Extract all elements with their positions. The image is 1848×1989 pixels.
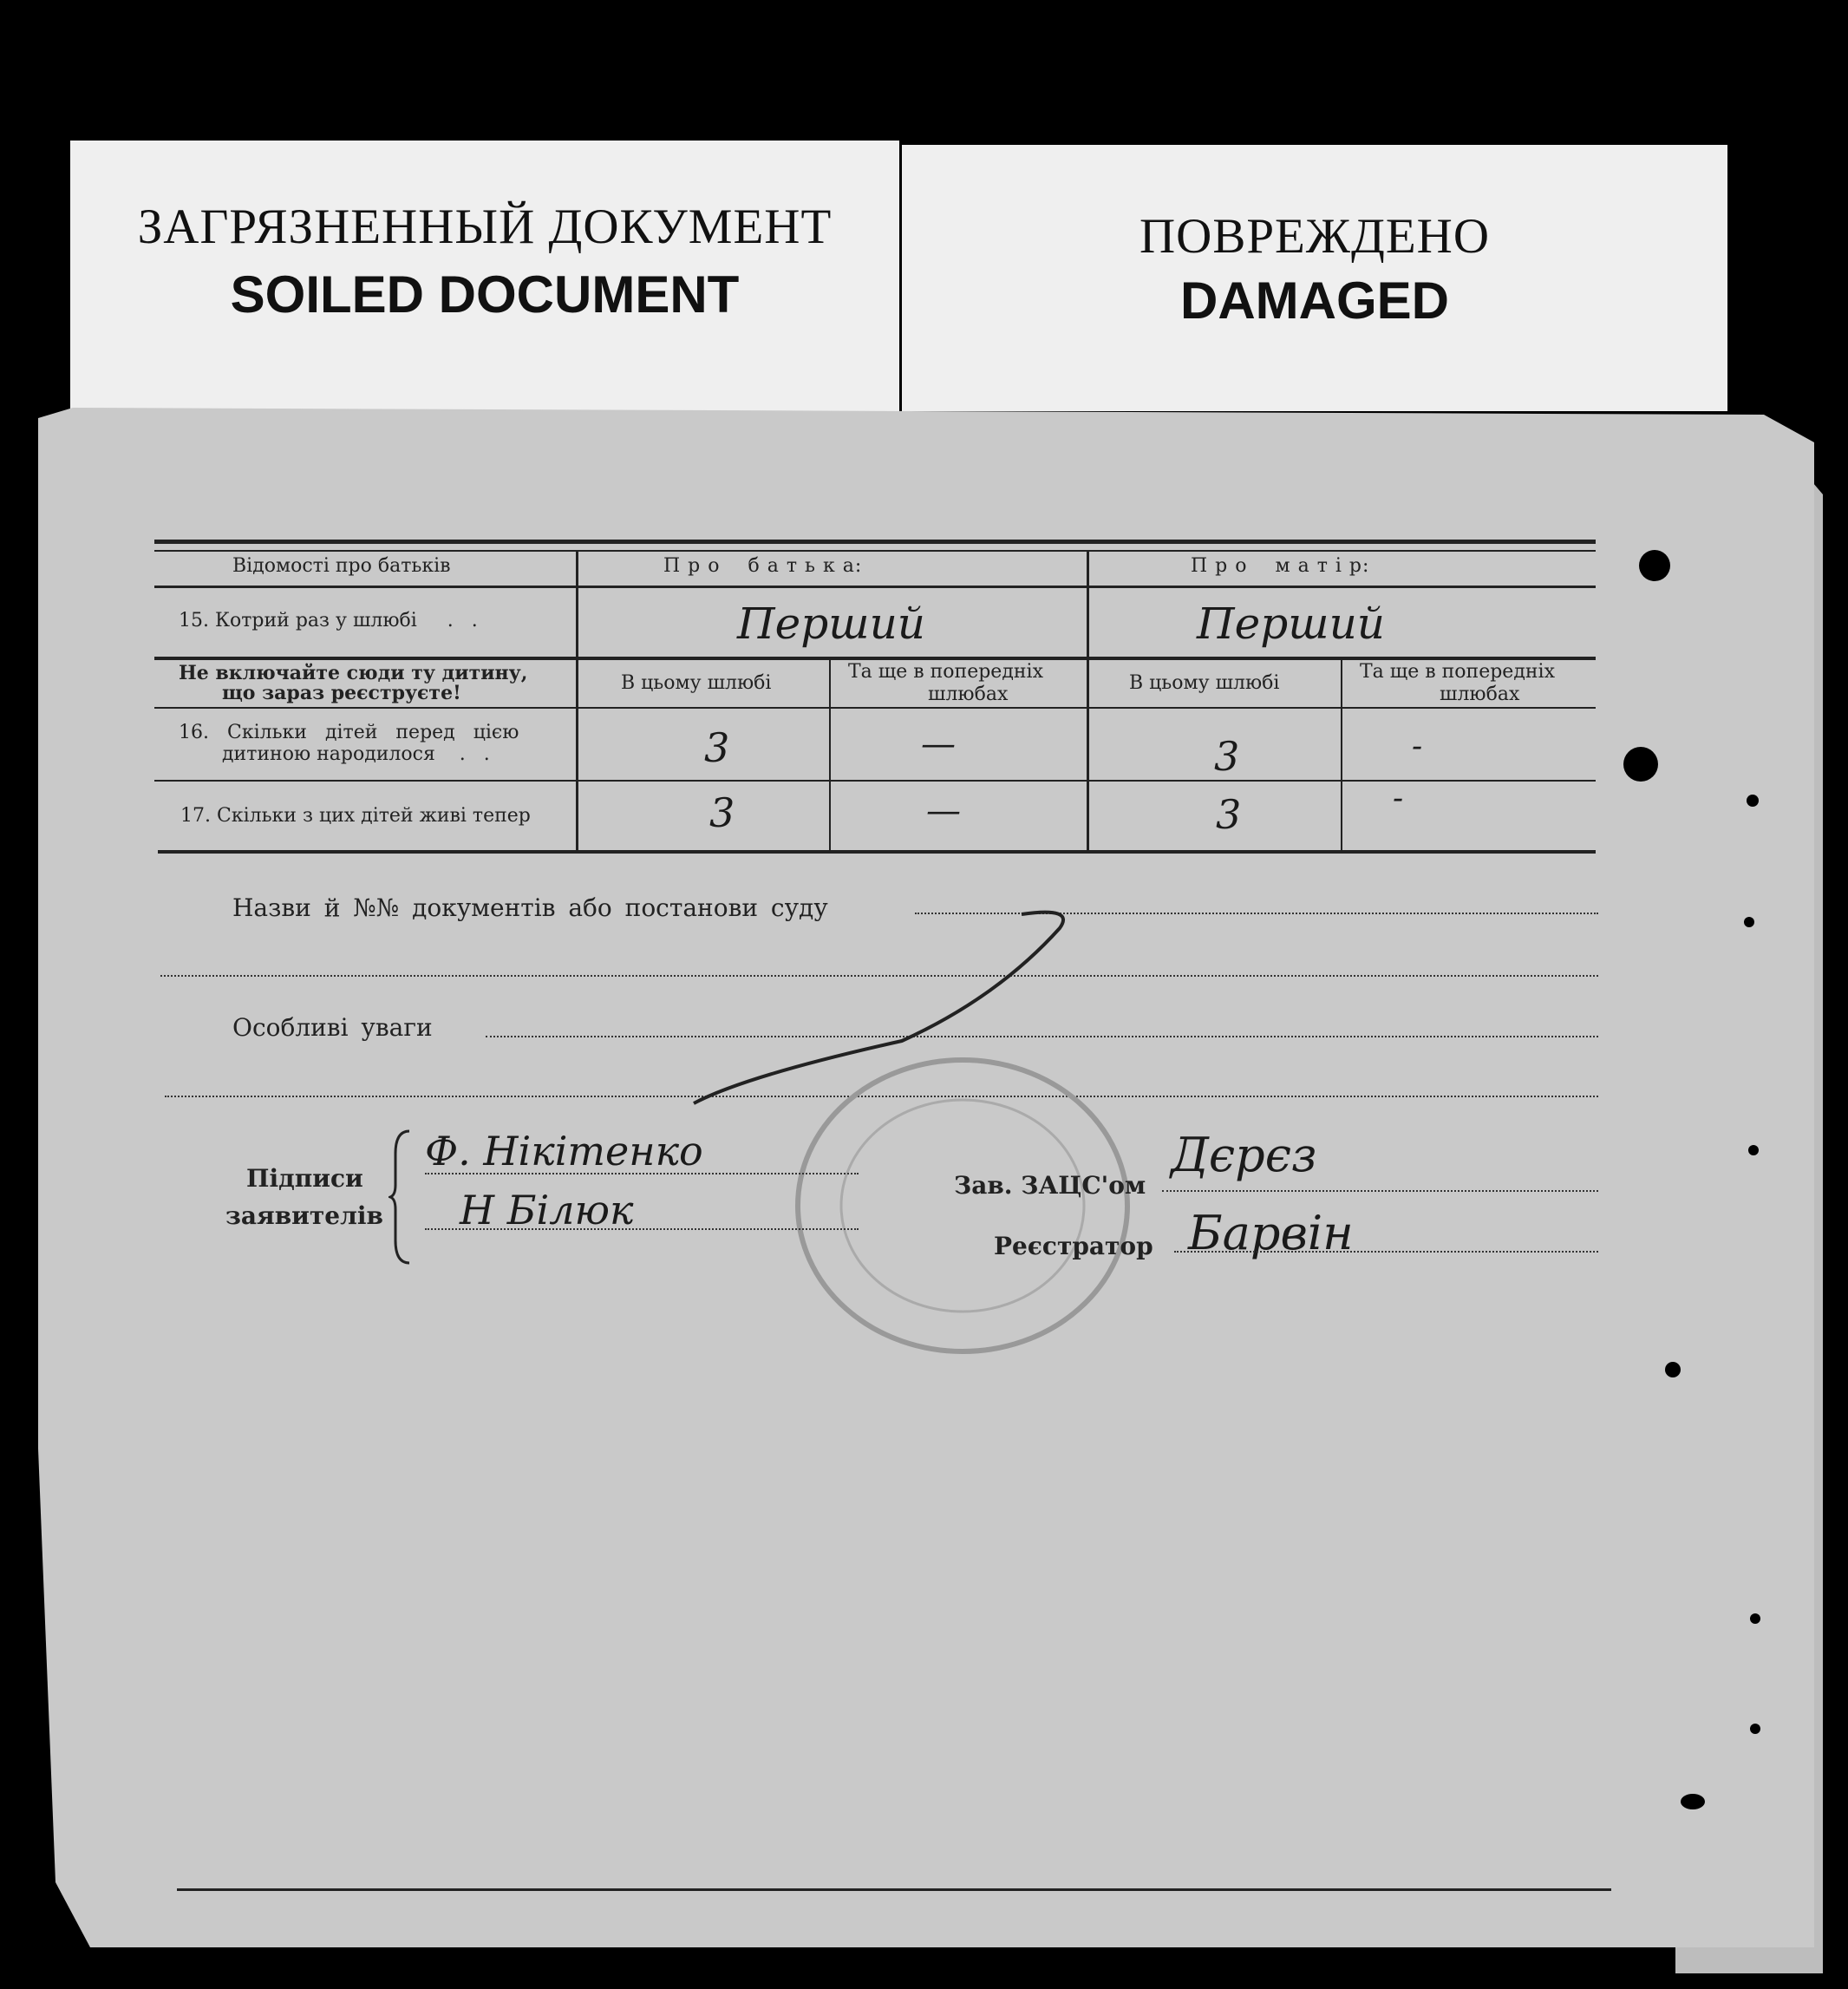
row16-father-prev: —	[921, 724, 956, 764]
row17-mother-this: 3	[1216, 791, 1242, 838]
mother-previous-header-line1: Та ще в попередніх	[1360, 661, 1555, 683]
father-header: П р о б а т ь к а:	[663, 555, 863, 577]
applicant1-signature: Ф. Нікітенко	[425, 1128, 703, 1174]
damaged-label-ru: ПОВРЕЖДЕНО	[1139, 209, 1490, 264]
parents-info-header: Відомості про батьків	[232, 555, 451, 577]
father-previous-header-line1: Та ще в попередніх	[848, 661, 1043, 683]
documents-label: Назви й №№ документів або постанови суду	[232, 893, 828, 922]
row17-label: 17. Скільки з цих дітей живі тепер	[180, 805, 531, 827]
applicant2-signature: Н Білюк	[460, 1187, 634, 1233]
row16-mother-prev: -	[1412, 729, 1423, 764]
mother-this-marriage-header: В цьому шлюбі	[1129, 672, 1280, 694]
row17-father-this: 3	[709, 789, 735, 836]
row16-label-line2: дитиною народилося . .	[222, 743, 490, 765]
applicants-label-line1: Підписи	[246, 1164, 363, 1193]
row15-father-value: Перший	[737, 599, 925, 649]
exclude-note-line2: що зараз реєструєте!	[222, 682, 461, 704]
official-stamp	[780, 1050, 1145, 1362]
row17-mother-prev: -	[1393, 781, 1404, 816]
zags-head-label: Зав. ЗАЦС'ом	[954, 1171, 1146, 1200]
row16-label-line1: 16. Скільки дітей перед цією	[179, 722, 519, 743]
exclude-note-line1: Не включайте сюди ту дитину,	[179, 662, 528, 684]
registrar-label: Реєстратор	[994, 1232, 1153, 1260]
applicants-label-line2: заявителів	[225, 1201, 383, 1230]
damaged-label-en: DAMAGED	[1180, 272, 1449, 330]
notes-label: Особливі уваги	[232, 1013, 433, 1042]
zags-head-signature: Дєрєз	[1171, 1128, 1317, 1182]
registrar-line	[1174, 1251, 1598, 1253]
applicants-brace	[389, 1128, 415, 1266]
page-bottom-rule	[177, 1888, 1611, 1891]
row17-father-prev: —	[926, 791, 961, 831]
zags-head-line	[1162, 1190, 1598, 1192]
applicant2-line	[425, 1228, 859, 1230]
row16-father-this: 3	[704, 724, 730, 771]
row15-mother-value: Перший	[1197, 599, 1385, 649]
applicant1-line	[425, 1173, 859, 1174]
soiled-label-en: SOILED DOCUMENT	[230, 265, 740, 324]
mother-header: П р о м а т і р:	[1191, 555, 1370, 577]
father-this-marriage-header: В цьому шлюбі	[621, 672, 772, 694]
soiled-label-ru: ЗАГРЯЗНЕННЫЙ ДОКУМЕНТ	[137, 200, 833, 254]
row16-mother-this: 3	[1214, 733, 1240, 780]
mother-previous-header-line2: шлюбах	[1440, 684, 1520, 705]
registrar-signature: Барвін	[1188, 1206, 1354, 1260]
row15-label: 15. Котрий раз у шлюбі . .	[179, 610, 478, 631]
father-previous-header-line2: шлюбах	[928, 684, 1009, 705]
